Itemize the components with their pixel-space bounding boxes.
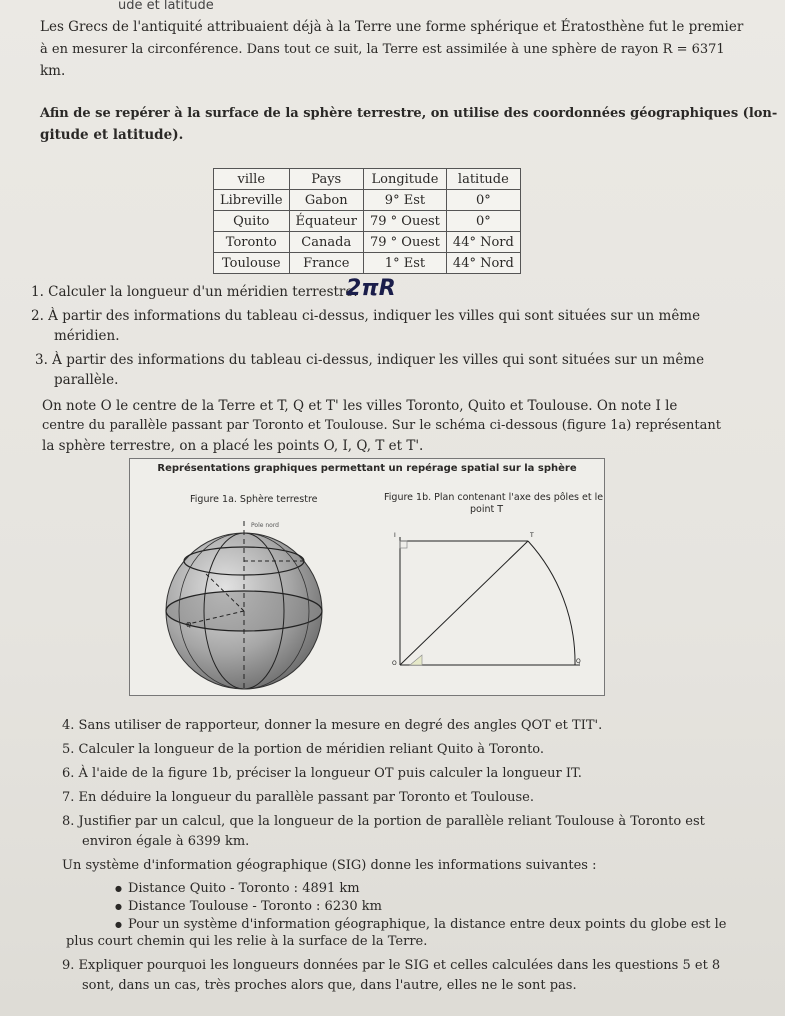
paragraph-line-1: On note O le centre de la Terre et T, Q et T' les villes Toronto, Quito et Toulouse. On note I le — [42, 398, 678, 414]
list-item: ● Distance Toulouse - Toronto : 6230 km — [128, 898, 382, 916]
intro-line-3: km. — [40, 63, 66, 79]
table-row — [214, 232, 521, 253]
point-t-label: T — [530, 532, 534, 539]
figure-1a-caption: Figure 1a. Sphère terrestre — [190, 494, 318, 505]
question-1: 1. Calculer la longueur d'un méridien terrestre. — [31, 284, 358, 300]
table-cell: 9° Est — [363, 190, 446, 211]
table-cell: Libreville — [214, 190, 290, 211]
table-cell: 1° Est — [363, 253, 446, 274]
question-9-line-1: 9. Expliquer pourquoi les longueurs données par le SIG et celles calculées dans les questions 5 et 8 — [62, 958, 721, 973]
point-i-label: I — [394, 532, 396, 539]
table-row — [214, 211, 521, 232]
table-cell: 44° Nord — [446, 253, 520, 274]
table-header: ville — [214, 169, 290, 190]
table-header: Pays — [289, 169, 363, 190]
table-cell: Canada — [289, 232, 363, 253]
sig-intro: Un système d'information géographique (SIG) donne les informations suivantes : — [62, 858, 597, 873]
pole-label: Pole nord — [251, 522, 279, 529]
list-item: ● Distance Quito - Toronto : 4891 km — [128, 880, 360, 898]
point-q-label: Q — [186, 621, 192, 629]
figure-1b-caption-1: Figure 1b. Plan contenant l'axe des pôles et le — [384, 492, 604, 503]
handwritten-answer: 2πR — [346, 276, 396, 301]
point-o-label: O — [392, 660, 397, 667]
figure-title: Représentations graphiques permettant un repérage spatial sur la sphère — [157, 463, 577, 474]
paragraph-line-2: centre du parallèle passant par Toronto et Toulouse. Sur le schéma ci-dessous (figure 1a) représentant — [42, 418, 721, 433]
table-cell: 0° — [446, 211, 520, 232]
table-cell: 0° — [446, 190, 520, 211]
question-9-line-2: sont, dans un cas, très proches alors que, dans l'autre, elles ne le sont pas. — [82, 978, 577, 993]
table-header: Longitude — [363, 169, 446, 190]
question-3-line-2: parallèle. — [54, 372, 119, 388]
question-5: 5. Calculer la longueur de la portion de méridien reliant Quito à Toronto. — [62, 742, 545, 757]
question-2-line-2: méridien. — [54, 328, 120, 344]
table-cell: Toulouse — [214, 253, 290, 274]
intro-line-2: à en mesurer la circonférence. Dans tout ce suit, la Terre est assimilée à une sphère de rayon R = 6371 — [40, 42, 725, 57]
table-cell: Gabon — [289, 190, 363, 211]
list-item: ● Pour un système d'information géographique, la distance entre deux points du globe est le — [128, 916, 727, 934]
question-4: 4. Sans utiliser de rapporteur, donner la mesure en degré des angles QOT et TIT'. — [62, 718, 603, 733]
meridian-arc — [528, 541, 575, 665]
header-fragment: ude et latitude — [118, 0, 214, 13]
table-cell: 44° Nord — [446, 232, 520, 253]
meridian-plane-figure — [370, 525, 590, 685]
question-2-line-1: 2. À partir des informations du tableau ci-dessus, indiquer les villes qui sont situées sur un même — [31, 308, 701, 324]
question-6: 6. À l'aide de la figure 1b, préciser la longueur OT puis calculer la longueur IT. — [62, 766, 582, 781]
table-cell: 79 ° Ouest — [363, 232, 446, 253]
intro-line-4: Afin de se repérer à la surface de la sphère terrestre, on utilise des coordonnées géographiques (lon- — [40, 106, 778, 121]
intro-line-1: Les Grecs de l'antiquité attribuaient déjà à la Terre une forme sphérique et Ératosthène fut le premier — [40, 19, 744, 35]
question-8-line-1: 8. Justifier par un calcul, que la longueur de la portion de parallèle reliant Toulouse à Toronto est — [62, 814, 705, 829]
table-cell: Toronto — [214, 232, 290, 253]
figure-1b-caption-2: point T — [470, 504, 504, 515]
table-cell: France — [289, 253, 363, 274]
table-header-row — [214, 169, 521, 190]
right-angle-marker — [400, 541, 407, 548]
table-row — [214, 190, 521, 211]
figure-box — [129, 458, 605, 696]
segment-ot — [400, 541, 528, 665]
question-3-line-1: 3. À partir des informations du tableau ci-dessus, indiquer les villes qui sont situées sur un même — [35, 352, 705, 368]
coordinates-table — [213, 168, 521, 274]
table-row — [214, 253, 521, 274]
intro-line-5: gitude et latitude). — [40, 127, 184, 143]
table-cell: Quito — [214, 211, 290, 232]
sphere-figure — [144, 513, 344, 693]
question-7: 7. En déduire la longueur du parallèle passant par Toronto et Toulouse. — [62, 790, 534, 805]
paragraph-line-3: la sphère terrestre, on a placé les points O, I, Q, T et T'. — [42, 438, 424, 454]
question-8-line-2: environ égale à 6399 km. — [82, 834, 250, 849]
point-q-label: Q — [576, 658, 581, 665]
angle-marker — [410, 655, 422, 665]
bullet-continuation: plus court chemin qui les relie à la surface de la Terre. — [66, 934, 428, 949]
table-header: latitude — [446, 169, 520, 190]
table-cell: 79 ° Ouest — [363, 211, 446, 232]
table-cell: Équateur — [289, 211, 363, 232]
